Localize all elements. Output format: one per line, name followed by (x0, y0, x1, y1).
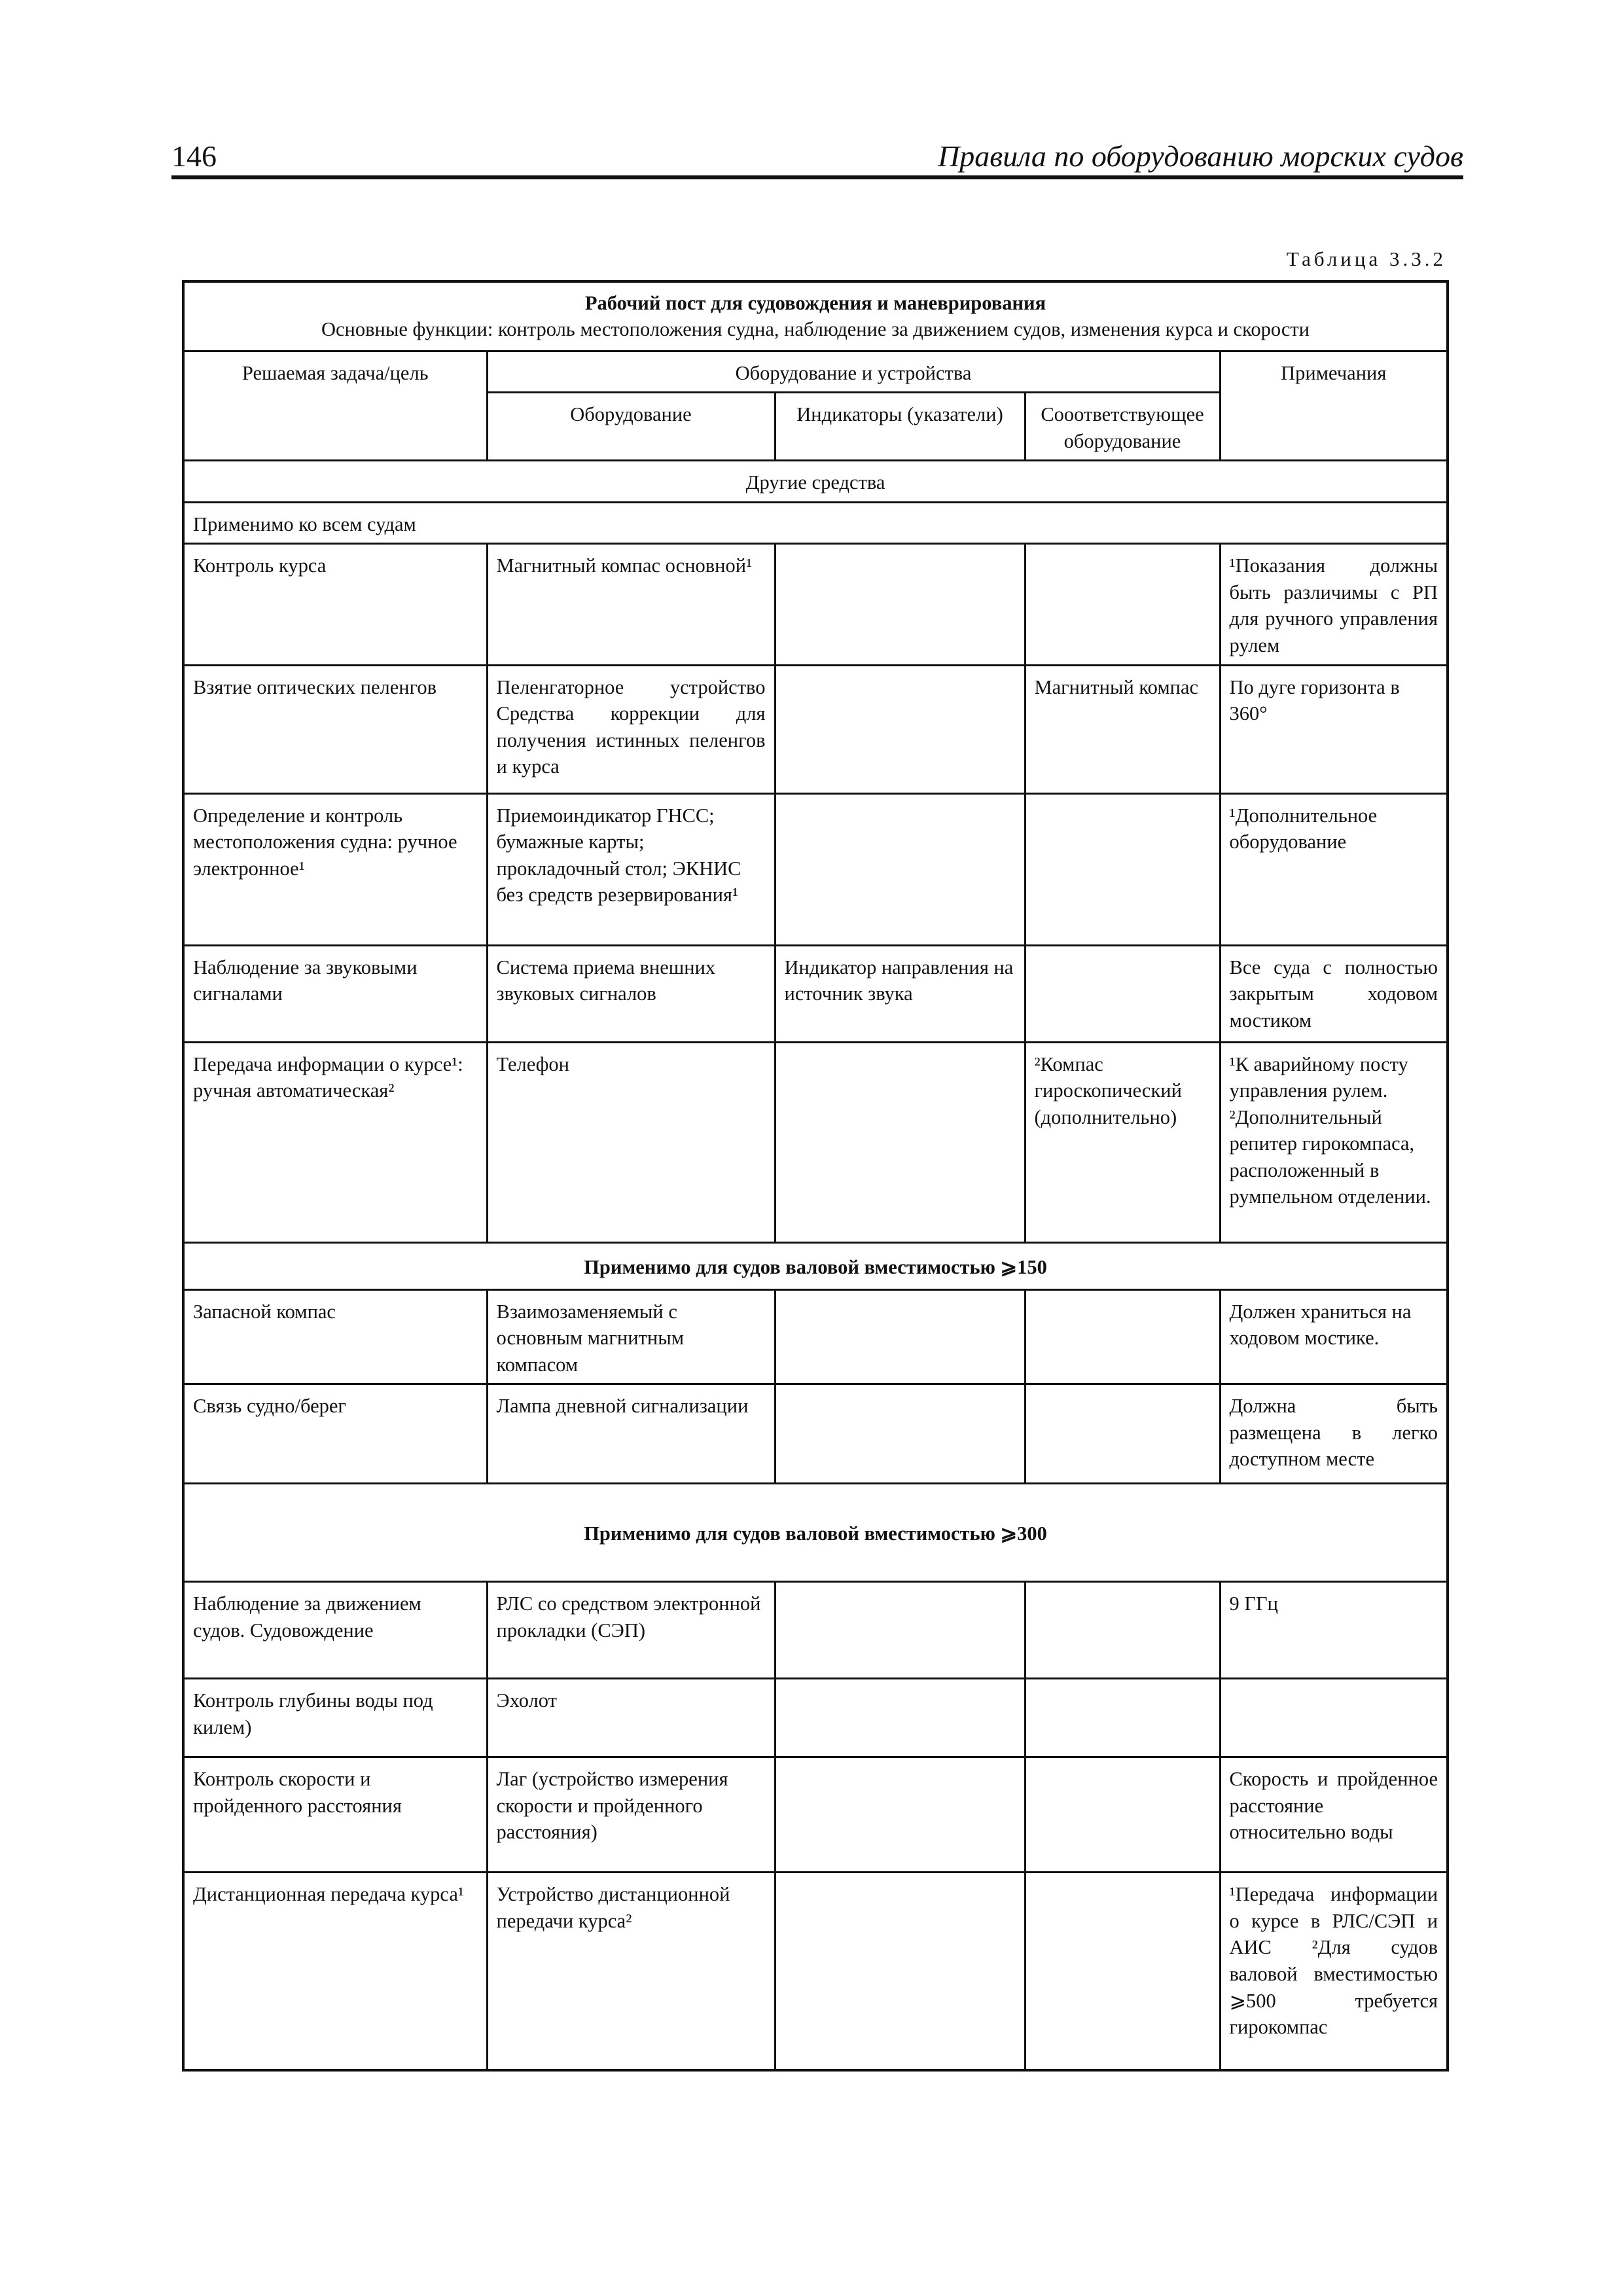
table-row (183, 1582, 1448, 1679)
header-equipment: Оборудование (487, 393, 775, 461)
table-row (183, 1289, 1448, 1384)
cell-equipment: РЛС со средством электронной прокладки (СЭП) (487, 1582, 775, 1679)
cell-equipment: Приемоиндикатор ГНСС; бумажные карты; прокладочный стол; ЭКНИС без средств резервирования¹ (487, 793, 775, 945)
table-row (183, 1384, 1448, 1484)
cell-equipment: Устройство дистанционной передачи курса² (487, 1873, 775, 2070)
cell-related: Магнитный компас (1025, 665, 1220, 793)
cell-notes: ¹Дополнительное оборудование (1220, 793, 1448, 945)
header-task: Решаемая задача/цель (183, 351, 487, 461)
cell-indicators (775, 1757, 1025, 1873)
cell-indicators (775, 665, 1025, 793)
section-row (183, 1484, 1448, 1582)
cell-notes: Должна быть размещена в легко доступном месте (1220, 1384, 1448, 1484)
cell-task: Запасной компас (183, 1289, 487, 1384)
cell-related (1025, 1873, 1220, 2070)
table-title: Рабочий пост для судовождения и маневрирования (584, 291, 1046, 314)
cell-notes: Все суда с полностью закрытым ходовом мостиком (1220, 945, 1448, 1042)
cell-equipment: Система приема внешних звуковых сигналов (487, 945, 775, 1042)
table-title-row (183, 281, 1448, 351)
table-row (183, 1042, 1448, 1242)
cell-equipment: Взаимозаменяемый с основным магнитным компасом (487, 1289, 775, 1384)
table-subtitle: Основные функции: контроль местоположения судна, наблюдение за движением судов, изменения курса и скорости (321, 318, 1310, 341)
table-row (183, 1757, 1448, 1873)
cell-notes: ¹Передача информации о курсе в РЛС/СЭП и АИС ²Для судов валовой вместимостью ⩾500 требуется гирокомпас (1220, 1873, 1448, 2070)
cell-task: Передача информации о курсе¹: ручная автоматическая² (183, 1042, 487, 1242)
table-row (183, 1873, 1448, 2070)
cell-task: Наблюдение за звуковыми сигналами (183, 945, 487, 1042)
cell-related (1025, 1582, 1220, 1679)
header-rule (171, 175, 1463, 179)
cell-task: Связь судно/берег (183, 1384, 487, 1484)
cell-indicators (775, 1042, 1025, 1242)
section-300: Применимо для судов валовой вместимостью ⩾300 (183, 1484, 1448, 1582)
cell-related (1025, 793, 1220, 945)
page-number: 146 (171, 139, 217, 173)
section-other: Другие средства (183, 461, 1448, 503)
cell-task: Определение и контроль местоположения судна: ручное электронное¹ (183, 793, 487, 945)
header-notes: Примечания (1220, 351, 1448, 461)
cell-task: Взятие оптических пеленгов (183, 665, 487, 793)
cell-equipment: Лаг (устройство измерения скорости и пройденного расстояния) (487, 1757, 775, 1873)
header-related: Сооответствующее оборудование (1025, 393, 1220, 461)
header-row (183, 351, 1448, 393)
cell-equipment: Пеленгаторное устройство Средства коррекции для получения истинных пеленгов и курса (487, 665, 775, 793)
section-row (183, 1242, 1448, 1289)
cell-indicators: Индикатор направления на источник звука (775, 945, 1025, 1042)
cell-task: Наблюдение за движением судов. Судовождение (183, 1582, 487, 1679)
cell-task: Контроль глубины воды под килем) (183, 1679, 487, 1757)
cell-related (1025, 1757, 1220, 1873)
cell-equipment: Лампа дневной сигнализации (487, 1384, 775, 1484)
cell-indicators (775, 1582, 1025, 1679)
cell-related: ²Компас гироскопический (дополнительно) (1025, 1042, 1220, 1242)
cell-notes: 9 ГГц (1220, 1582, 1448, 1679)
cell-equipment: Телефон (487, 1042, 775, 1242)
cell-equipment: Магнитный компас основной¹ (487, 544, 775, 665)
section-all-ships: Применимо ко всем судам (183, 502, 1448, 544)
cell-notes: ¹К аварийному посту управления рулем. ²Дополнительный репитер гирокомпаса, расположенный в румпельном отделении. (1220, 1042, 1448, 1242)
section-row (183, 461, 1448, 503)
cell-notes: ¹Показания должны быть различимы с РП для ручного управления рулем (1220, 544, 1448, 665)
cell-indicators (775, 1873, 1025, 2070)
table-caption: Таблица 3.3.2 (1286, 247, 1446, 270)
table-title-cell (183, 281, 1448, 351)
cell-notes: По дуге горизонта в 360° (1220, 665, 1448, 793)
running-title: Правила по оборудованию морских судов (938, 139, 1463, 173)
cell-related (1025, 1679, 1220, 1757)
header-indicators: Индикаторы (указатели) (775, 393, 1025, 461)
table-row (183, 544, 1448, 665)
equipment-table (182, 280, 1449, 2072)
cell-related (1025, 1384, 1220, 1484)
cell-task: Контроль скорости и пройденного расстояния (183, 1757, 487, 1873)
cell-task: Дистанционная передача курса¹ (183, 1873, 487, 2070)
cell-related (1025, 945, 1220, 1042)
section-row (183, 502, 1448, 544)
cell-indicators (775, 1679, 1025, 1757)
cell-related (1025, 544, 1220, 665)
cell-related (1025, 1289, 1220, 1384)
cell-indicators (775, 1289, 1025, 1384)
section-150: Применимо для судов валовой вместимостью ⩾150 (183, 1242, 1448, 1289)
header-equipment-group: Оборудование и устройства (487, 351, 1220, 393)
cell-notes (1220, 1679, 1448, 1757)
cell-equipment: Эхолот (487, 1679, 775, 1757)
cell-notes: Должен храниться на ходовом мостике. (1220, 1289, 1448, 1384)
cell-task: Контроль курса (183, 544, 487, 665)
cell-indicators (775, 793, 1025, 945)
table-row (183, 945, 1448, 1042)
table-row (183, 665, 1448, 793)
cell-notes: Скорость и пройденное расстояние относительно воды (1220, 1757, 1448, 1873)
cell-indicators (775, 1384, 1025, 1484)
table-row (183, 1679, 1448, 1757)
cell-indicators (775, 544, 1025, 665)
table-row (183, 793, 1448, 945)
